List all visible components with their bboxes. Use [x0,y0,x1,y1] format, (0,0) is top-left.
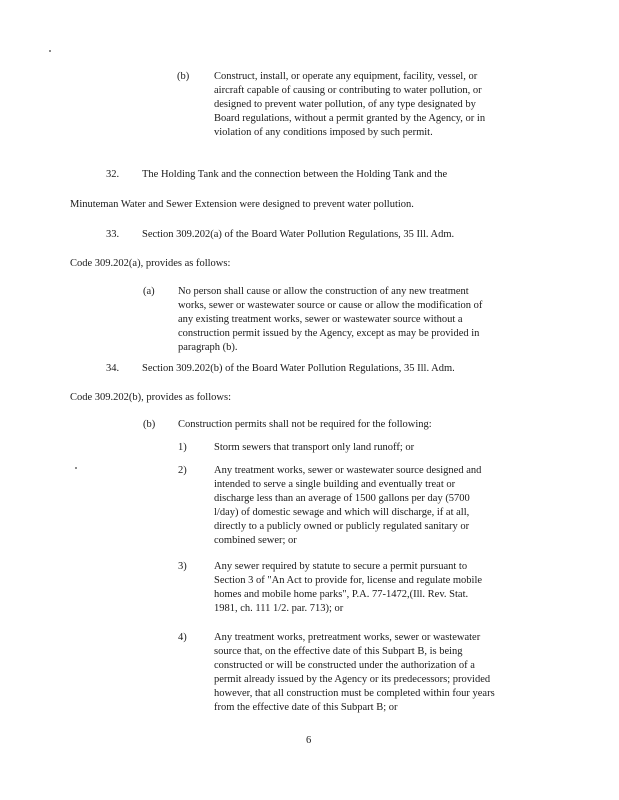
sub-item-text [214,441,544,455]
text-line: No person shall cause or allow the construction of any new treatment [178,286,469,297]
text-line: intended to serve a single building and eventually treat or [214,479,456,490]
paragraph-number: 32. [106,169,120,180]
text-line: violation of any conditions imposed by such permit. [214,127,433,138]
item-a-text [178,285,538,355]
text-line: Section 3 of "An Act to provide for, license and regulate mobile [214,575,483,586]
sub-item-text [214,464,544,548]
item-b-top-text [214,70,544,140]
text-line: from the effective date of this Subpart B; or [214,702,398,713]
paragraph-text-line: Section 309.202(b) of the Board Water Pollution Regulations, 35 Ill. Adm. [142,363,455,374]
sub-item-label: 2) [178,465,187,476]
paragraph-text-line: Code 309.202(a), provides as follows: [70,258,231,269]
sub-item-label: 4) [178,632,187,643]
text-line: however, that all construction must be completed within four years [214,688,495,699]
sub-item-label: 1) [178,442,187,453]
text-line: discharge less than an average of 1500 gallons per day (5700 [214,493,470,504]
sub-item-text [214,560,544,616]
paragraph-text-line: Section 309.202(a) of the Board Water Pollution Regulations, 35 Ill. Adm. [142,229,455,240]
item-b-label: (b) [143,419,156,430]
text-line: Any sewer required by statute to secure a permit pursuant to [214,561,468,572]
text-line: construction permit issued by the Agency, except as may be provided in [178,328,480,339]
paragraph-text-line: Minuteman Water and Sewer Extension were designed to prevent water pollution. [70,199,414,210]
text-line: combined sewer; or [214,535,297,546]
paragraph-number: 33. [106,229,120,240]
item-b-text: Construction permits shall not be required for the following: [178,419,432,430]
text-line: constructed or will be constructed under the authorization of a [214,660,475,671]
text-line: designed to prevent water pollution, of any type designated by [214,99,476,110]
text-line: Storm sewers that transport only land runoff; or [214,442,415,453]
page-number: 6 [306,735,312,746]
text-line: paragraph (b). [178,342,238,353]
paragraph-text-line: Code 309.202(b), provides as follows: [70,392,231,403]
item-a-label: (a) [143,286,155,297]
paragraph-text-line: The Holding Tank and the connection between the Holding Tank and the [142,169,448,180]
text-line: Construct, install, or operate any equipment, facility, vessel, or [214,71,478,82]
text-line: works, sewer or wastewater source or cause or allow the modification of [178,300,483,311]
text-line: Board regulations, without a permit granted by the Agency, or in [214,113,486,124]
text-line: Any treatment works, pretreatment works, sewer or wastewater [214,632,481,643]
text-line: 1981, ch. 111 1/2. par. 713); or [214,603,344,614]
text-line: homes and mobile home parks", P.A. 77-1472,(Ill. Rev. Stat. [214,589,469,600]
text-line: Any treatment works, sewer or wastewater source designed and [214,465,482,476]
sub-item-label: 3) [178,561,187,572]
text-line: permit already issued by the Agency or its predecessors; provided [214,674,491,685]
paragraph-number: 34. [106,363,120,374]
item-b-top-label: (b) [177,71,190,82]
text-line: l/day) of domestic sewage and which will discharge, if at all, [214,507,470,518]
scan-speck [75,467,77,469]
scan-speck [49,50,51,52]
text-line: source that, on the effective date of this Subpart B, is being [214,646,463,657]
text-line: directly to a publicly owned or publicly regulated sanitary or [214,521,470,532]
sub-item-text [214,631,554,715]
text-line: aircraft capable of causing or contributing to water pollution, or [214,85,482,96]
text-line: any existing treatment works, sewer or wastewater source without a [178,314,463,325]
